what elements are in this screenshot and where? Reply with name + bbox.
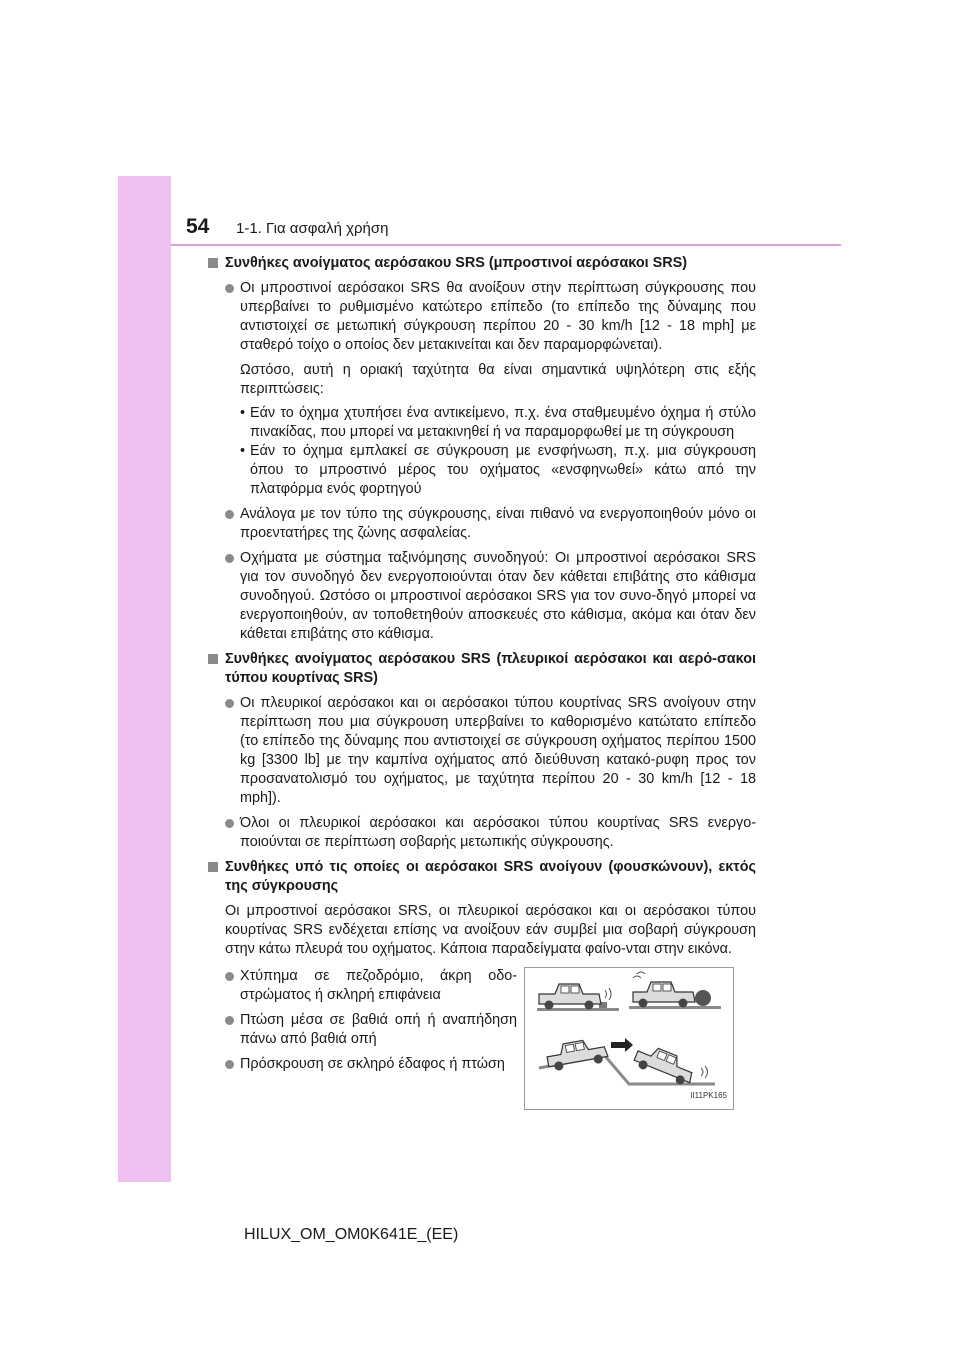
dot-marker: • bbox=[240, 443, 246, 459]
chapter-sidebar-tab bbox=[118, 176, 171, 1182]
list-item bbox=[208, 549, 756, 644]
figure-row bbox=[208, 967, 756, 1117]
circle-bullet-icon bbox=[225, 510, 234, 519]
paragraph: Ωστόσο, αυτή η οριακή ταχύτητα θα είναι σημαντικά υψηλότερη στις εξής περιπτώσεις: bbox=[240, 362, 756, 397]
list-item-text: Χτύπημα σε πεζοδρόμιο, άκρη οδο-στρώματος ή σκληρή επιφάνεια bbox=[240, 968, 517, 1003]
circle-bullet-icon bbox=[225, 699, 234, 708]
section-heading-front-airbags bbox=[208, 254, 756, 273]
sub-list-item bbox=[208, 404, 756, 442]
circle-bullet-icon bbox=[225, 972, 234, 981]
figure-bullet-list bbox=[208, 967, 517, 1080]
paragraph: Οι μπροστινοί αερόσακοι SRS, οι πλευρικοί αερόσακοι και οι αερόσακοι τύπου κουρτίνας SRS ενδέχεται επίσης να ανοίξουν εάν συμβεί μια σοβαρή σύγκρουση στην κάτω πλευρά του οχήματος. Κάποια παραδείγματα φαίνο-νται στην εικόνα. bbox=[225, 903, 756, 957]
list-item-text: Οι μπροστινοί αερόσακοι SRS θα ανοίξουν στην περίπτωση σύγκρουσης που υπερβαίνει το ρυθμισμένο κατώτερο επίπεδο (το επίπεδο της δύναμης που αντιστοιχεί σε μετωπική σύγκρουση περίπου 20 - 30 km/h [12 - 18 mph] με σταθερό τοίχο ο οποίος δεν μετακινείται και δεν παραμορφώνεται). bbox=[240, 280, 756, 353]
list-item bbox=[208, 505, 756, 543]
list-item-text: Οι πλευρικοί αερόσακοι και οι αερόσακοι τύπου κουρτίνας SRS ανοίγουν στην περίπτωση που μια σύγκρουση υπερβαίνει το καθορισμένο κατώτατο επίπεδο (το επίπεδο της δύναμης που αντιστοιχεί σε σύγκρουση οχήματος περίπου 1500 kg [3300 lb] με την καμπίνα οχήματος από διεύθυνση κατακό-ρυφη προς τον προσανατολισμό του οχήματος, με ταχύτητα περίπου 20 - 30 km/h [12 - 18 mph]). bbox=[240, 695, 756, 806]
circle-bullet-icon bbox=[225, 284, 234, 293]
sub-list-item bbox=[208, 442, 756, 499]
curb-impact-scene bbox=[537, 984, 619, 1011]
list-item-text: Όλοι οι πλευρικοί αερόσακοι και αερόσακοι τύπου κουρτίνας SRS ενεργο-ποιούνται σε περίπτωση σοβαρής μετωπικής σύγκρουσης. bbox=[240, 815, 756, 850]
section-heading-non-collision bbox=[208, 858, 756, 896]
pickup-truck-icon bbox=[632, 1042, 697, 1088]
list-item-text: Ανάλογα με τον τύπο της σύγκρουσης, είναι πιθανό να ενεργοποιηθούν μόνο οι προεντατήρες της ζώνης ασφαλείας. bbox=[240, 506, 756, 541]
list-item bbox=[208, 279, 756, 355]
pickup-truck-icon bbox=[539, 984, 601, 1010]
dot-marker: • bbox=[240, 405, 246, 421]
deep-hole-scene bbox=[539, 1037, 715, 1088]
square-bullet-icon bbox=[208, 862, 218, 872]
hard-surface-impact-scene bbox=[629, 972, 721, 1009]
chapter-title: 1-1. Για ασφαλή χρήση bbox=[236, 220, 389, 237]
list-item-text: Πρόσκρουση σε σκληρό έδαφος ή πτώση bbox=[240, 1056, 505, 1072]
circle-bullet-icon bbox=[225, 819, 234, 828]
illustration-frame bbox=[524, 967, 734, 1110]
section-heading-text: Συνθήκες υπό τις οποίες οι αερόσακοι SRS ανοίγουν (φουσκώνουν), εκτός της σύγκρουσης bbox=[225, 859, 756, 894]
list-item bbox=[208, 967, 517, 1005]
section-heading-text: Συνθήκες ανοίγματος αερόσακου SRS (πλευρικοί αερόσακοι και αερό-σακοι τύπου κουρτίνας SRS) bbox=[225, 651, 756, 686]
pickup-truck-icon bbox=[545, 1037, 609, 1073]
page-number: 54 bbox=[186, 215, 210, 238]
sub-list-item-text: Εάν το όχημα χτυπήσει ένα αντικείμενο, π.χ. ένα σταθμευμένο όχημα ή στύλο πινακίδας, που μπορεί να μετακινηθεί ή να παραμορφωθεί με τη σύγκρουση bbox=[250, 405, 756, 440]
list-item bbox=[208, 1011, 517, 1049]
circle-bullet-icon bbox=[225, 1060, 234, 1069]
section-heading-side-curtain-airbags bbox=[208, 650, 756, 688]
section-heading-text: Συνθήκες ανοίγματος αερόσακου SRS (μπροστινοί αερόσακοι SRS) bbox=[225, 255, 688, 271]
page-content bbox=[208, 254, 756, 1117]
figure-code: II11PK165 bbox=[690, 1091, 727, 1100]
circle-bullet-icon bbox=[225, 554, 234, 563]
header-divider bbox=[171, 244, 841, 246]
list-item-text: Οχήματα με σύστημα ταξινόμησης συνοδηγού: Οι μπροστινοί αερόσακοι SRS για τον συνοδηγό δεν ενεργοποιούνται όταν δεν κάθεται επιβάτης στο κάθισμα συνοδηγού. Ωστόσο οι μπροστινοί αερόσακοι SRS για τον συνο-δηγό μπορεί να ενεργοποιηθούν, αν τοποθετηθούν αποσκευές στο κάθισμα, ακόμα και όταν δεν κάθεται επιβάτης στο κάθισμα. bbox=[240, 550, 756, 642]
pickup-truck-icon bbox=[633, 982, 695, 1008]
circle-bullet-icon bbox=[225, 1016, 234, 1025]
sub-list-item-text: Εάν το όχημα εμπλακεί σε σύγκρουση με ενσφήνωση, π.χ. μια σύγκρουση όπου το μπροστινό μέρος του οχήματος «ενσφηνωθεί» κάτω από την πλατφόρμα ενός φορτηγού bbox=[250, 443, 756, 497]
list-item bbox=[208, 694, 756, 808]
list-item bbox=[208, 814, 756, 852]
list-item bbox=[208, 1055, 517, 1074]
square-bullet-icon bbox=[208, 654, 218, 664]
list-item-text: Πτώση μέσα σε βαθιά οπή ή αναπήδηση πάνω από βαθιά οπή bbox=[240, 1012, 517, 1047]
arrow-right-icon bbox=[611, 1038, 633, 1052]
document-id: HILUX_OM_OM0K641E_(EE) bbox=[244, 1226, 459, 1243]
square-bullet-icon bbox=[208, 258, 218, 268]
